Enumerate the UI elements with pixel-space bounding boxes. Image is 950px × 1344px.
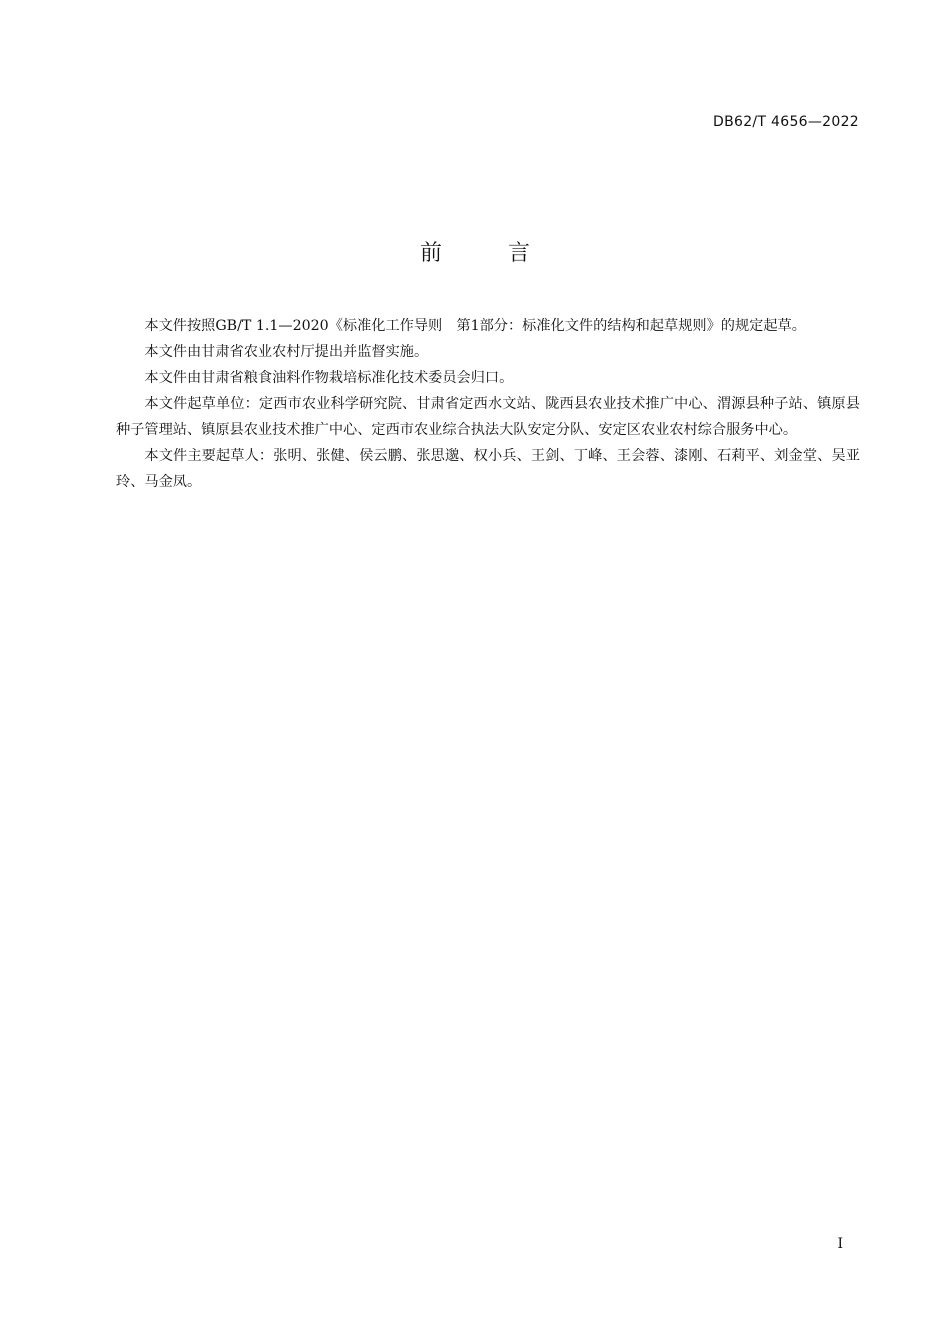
paragraph-drafters: 本文件主要起草人：张明、张健、侯云鹏、张思邈、权小兵、王剑、丁峰、王会蓉、漆刚、石莉平、刘金堂、吴亚玲、马金凤。 <box>116 448 860 490</box>
section-title: 前言 <box>419 241 596 266</box>
document-code: DB62/T 4656—2022 <box>713 114 859 130</box>
foreword-body <box>116 313 860 495</box>
page-number: I <box>837 1236 843 1252</box>
paragraph-proposer: 本文件由甘肃省农业农村厅提出并监督实施。 <box>144 344 429 360</box>
paragraph-drafting-rules: 本文件按照GB/T 1.1—2020《标准化工作导则 第1部分：标准化文件的结构和起草规则》的规定起草。 <box>144 318 806 334</box>
paragraph-drafting-units: 本文件起草单位：定西市农业科学研究院、甘肃省定西水文站、陇西县农业技术推广中心、渭源县种子站、镇原县种子管理站、镇原县农业技术推广中心、定西市农业综合执法大队安定分队、安定区农业农村综合服务中心。 <box>116 396 860 438</box>
paragraph-technical-committee: 本文件由甘肃省粮食油料作物栽培标准化技术委员会归口。 <box>144 370 514 386</box>
